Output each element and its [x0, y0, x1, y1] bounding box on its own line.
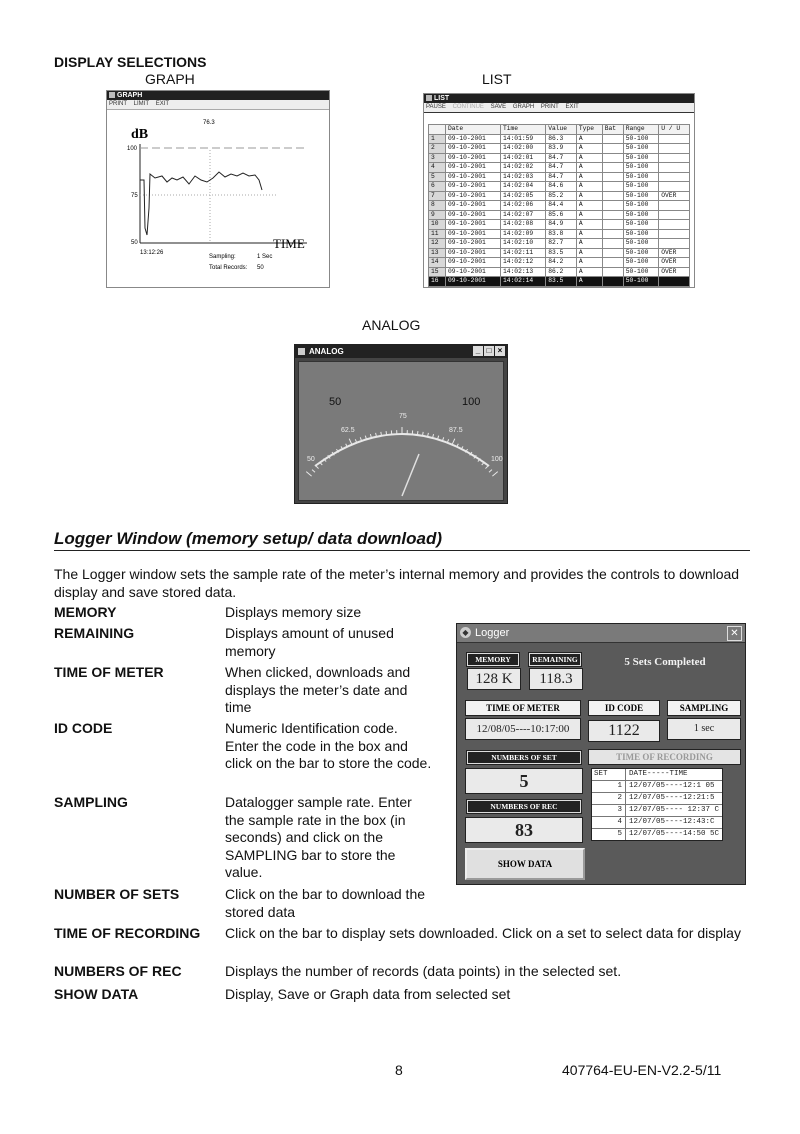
sets-col-datetime: DATE-----TIME — [629, 770, 688, 778]
list-row[interactable] — [429, 267, 690, 277]
time-of-meter-button[interactable]: TIME OF METER — [465, 700, 581, 716]
set-datetime: 12/07/05----12:1 05 — [629, 782, 715, 790]
menu-print[interactable]: PRINT — [540, 104, 559, 110]
time-of-meter-value: 12/08/05----10:17:00 — [465, 718, 581, 740]
list-cell — [602, 248, 623, 258]
list-titlebar — [424, 94, 694, 103]
list-cell — [659, 153, 690, 163]
list-row[interactable] — [429, 220, 690, 230]
list-cell: 50-100 — [623, 172, 659, 182]
list-cell: A — [576, 144, 602, 154]
graph-titlebar — [107, 91, 329, 100]
list-cell: 09-10-2001 — [446, 201, 501, 211]
list-cell: 50-100 — [623, 248, 659, 258]
range-low: 50 — [329, 396, 342, 408]
list-cell: 14:02:04 — [500, 182, 545, 192]
set-datetime: 12/07/05---- 12:37 C — [629, 806, 720, 814]
window-icon — [109, 92, 115, 98]
term-id-code: ID CODE — [54, 720, 113, 736]
list-cell: 50-100 — [623, 153, 659, 163]
list-cell: 83.5 — [546, 277, 577, 287]
list-cell: 14:02:02 — [500, 163, 545, 173]
set-row-2[interactable] — [592, 793, 722, 805]
dial-tick — [489, 470, 492, 473]
list-row[interactable] — [429, 163, 690, 173]
list-cell: 86.2 — [546, 267, 577, 277]
list-cell: 09-10-2001 — [446, 163, 501, 173]
list-cell: 09-10-2001 — [446, 277, 501, 287]
time-axis-label: TIME — [273, 236, 305, 251]
list-cell: 14:02:03 — [500, 172, 545, 182]
records-label: Total Records: — [209, 265, 248, 271]
doc-code: 407764-EU-EN-V2.2-5/11 — [562, 1062, 722, 1078]
list-cell: 15 — [429, 267, 446, 277]
list-cell: 11 — [429, 229, 446, 239]
scale-62-5: 62.5 — [341, 427, 355, 434]
graph-plot — [107, 110, 327, 286]
list-cell: A — [576, 163, 602, 173]
list-caption: LIST — [482, 71, 512, 87]
numbers-of-rec-value: 83 — [465, 817, 583, 843]
list-cell: A — [576, 201, 602, 211]
list-cell — [602, 277, 623, 287]
list-cell: 3 — [429, 153, 446, 163]
dial-tick — [417, 431, 418, 435]
dial-tick — [306, 472, 311, 476]
term-show-data: SHOW DATA — [54, 986, 139, 1002]
scale-87-5: 87.5 — [449, 427, 463, 434]
id-code-button[interactable]: ID CODE — [588, 700, 660, 716]
list-cell — [659, 220, 690, 230]
list-cell: A — [576, 210, 602, 220]
list-cell: A — [576, 258, 602, 268]
list-cell — [659, 210, 690, 220]
list-cell — [659, 163, 690, 173]
list-row[interactable] — [429, 144, 690, 154]
list-cell: 14:02:14 — [500, 277, 545, 287]
dial-tick — [316, 466, 319, 469]
scale-75: 75 — [399, 413, 407, 420]
term-time-of-recording: TIME OF RECORDING — [54, 925, 201, 941]
sets-col-set: SET — [592, 769, 626, 780]
list-cell: 50-100 — [623, 191, 659, 201]
graph-menubar — [107, 100, 329, 110]
window-icon — [426, 95, 432, 101]
list-cell: 09-10-2001 — [446, 172, 501, 182]
list-cell: 09-10-2001 — [446, 134, 501, 144]
list-row[interactable] — [429, 248, 690, 258]
list-cell: A — [576, 267, 602, 277]
list-row[interactable] — [429, 201, 690, 211]
list-cell: 14:02:08 — [500, 220, 545, 230]
list-cell: A — [576, 248, 602, 258]
list-cell: 4 — [429, 163, 446, 173]
term-numbers-of-rec: NUMBERS OF REC — [54, 963, 182, 979]
list-cell: 50-100 — [623, 182, 659, 192]
desc-time-of-recording: Click on the bar to display sets downloaded. Click on a set to select data for display — [225, 925, 741, 941]
analog-dial — [298, 361, 504, 501]
list-cell: 50-100 — [623, 229, 659, 239]
list-col-header: Time — [500, 125, 545, 135]
display-selections-heading: DISPLAY SELECTIONS — [54, 54, 207, 70]
list-cell: 82.7 — [546, 239, 577, 249]
list-cell: 14 — [429, 258, 446, 268]
list-cell: 09-10-2001 — [446, 144, 501, 154]
list-cell: 50-100 — [623, 239, 659, 249]
list-cell: A — [576, 239, 602, 249]
list-cell — [602, 229, 623, 239]
list-cell — [659, 144, 690, 154]
list-cell: 09-10-2001 — [446, 153, 501, 163]
dial-tick — [422, 432, 423, 436]
set-number: 3 — [592, 805, 626, 816]
desc-number-of-sets: Click on the bar to download the stored data — [225, 886, 426, 920]
list-cell: A — [576, 277, 602, 287]
list-cell: 10 — [429, 220, 446, 230]
list-cell — [602, 153, 623, 163]
set-datetime: 12/07/05----12:43:C — [629, 818, 715, 826]
list-cell: 6 — [429, 182, 446, 192]
list-cell: 16 — [429, 277, 446, 287]
list-cell: 85.2 — [546, 191, 577, 201]
list-row[interactable] — [429, 153, 690, 163]
desc-id-code: Numeric Identification code. Enter the code in the box and click on the bar to store the code. — [225, 720, 432, 771]
list-cell — [602, 191, 623, 201]
scale-50: 50 — [307, 456, 315, 463]
close-icon[interactable]: × — [495, 346, 505, 356]
list-cell: 12 — [429, 239, 446, 249]
list-cell: 09-10-2001 — [446, 248, 501, 258]
set-number: 2 — [592, 793, 626, 804]
graph-db-label: dB — [131, 127, 149, 142]
list-cell — [659, 277, 690, 287]
list-cell — [659, 134, 690, 144]
graph-peak: 76.3 — [203, 120, 215, 126]
analog-caption: ANALOG — [362, 317, 421, 333]
show-data-button[interactable]: SHOW DATA — [465, 848, 585, 880]
list-cell: 2 — [429, 144, 446, 154]
desc-memory: Displays memory size — [225, 604, 362, 620]
remaining-button[interactable]: REMAINING — [529, 653, 581, 666]
list-cell — [602, 220, 623, 230]
list-cell — [602, 182, 623, 192]
section-title: Logger Window (memory setup/ data download) — [54, 529, 750, 551]
list-cell: A — [576, 229, 602, 239]
list-cell: 09-10-2001 — [446, 182, 501, 192]
menu-pause[interactable]: PAUSE — [426, 104, 446, 110]
list-cell: OVER — [659, 267, 690, 277]
list-cell — [602, 134, 623, 144]
list-cell: 84.6 — [546, 182, 577, 192]
term-remaining: REMAINING — [54, 625, 135, 641]
list-cell: 09-10-2001 — [446, 191, 501, 201]
set-number: 4 — [592, 817, 626, 828]
remaining-value: 118.3 — [529, 668, 583, 690]
term-sampling: SAMPLING — [54, 794, 128, 810]
records-value: 50 — [257, 265, 264, 271]
list-cell: A — [576, 220, 602, 230]
term-number-of-sets: NUMBER OF SETS — [54, 886, 180, 902]
list-cell: 13 — [429, 248, 446, 258]
y-tick-75: 75 — [131, 193, 138, 199]
set-row-4[interactable] — [592, 817, 722, 829]
list-row[interactable] — [429, 172, 690, 182]
sampling-button[interactable]: SAMPLING — [667, 700, 741, 716]
menu-save[interactable]: SAVE — [490, 104, 507, 110]
list-cell: 85.6 — [546, 210, 577, 220]
list-cell: 50-100 — [623, 220, 659, 230]
dial-arc — [315, 434, 489, 466]
list-cell: 50-100 — [623, 258, 659, 268]
list-cell: 7 — [429, 191, 446, 201]
close-icon[interactable]: ✕ — [727, 626, 742, 641]
maximize-icon[interactable]: □ — [484, 346, 494, 356]
list-cell: A — [576, 172, 602, 182]
list-cell: 14:02:13 — [500, 267, 545, 277]
list-cell: 14:02:01 — [500, 153, 545, 163]
dial-tick — [492, 472, 497, 476]
graph-window — [106, 90, 330, 288]
memory-button[interactable]: MEMORY — [467, 653, 519, 666]
list-cell: 50-100 — [623, 210, 659, 220]
dial-tick — [485, 466, 488, 469]
list-cell — [602, 172, 623, 182]
list-cell: 84.4 — [546, 201, 577, 211]
y-tick-100: 100 — [127, 146, 138, 152]
list-col-header: Range — [623, 125, 659, 135]
analog-window — [294, 344, 508, 504]
graph-title: GRAPH — [117, 92, 143, 99]
list-window — [423, 93, 695, 288]
list-cell: A — [576, 191, 602, 201]
dial-tick — [381, 432, 382, 436]
list-cell: 14:02:10 — [500, 239, 545, 249]
list-cell — [659, 229, 690, 239]
list-cell: 9 — [429, 210, 446, 220]
list-cell: 14:02:12 — [500, 258, 545, 268]
list-cell: 14:01:59 — [500, 134, 545, 144]
menu-continue[interactable]: CONTINUE — [452, 104, 484, 110]
sets-header — [592, 769, 722, 781]
list-cell — [659, 182, 690, 192]
set-datetime: 12/07/05----14:50 5C — [629, 830, 720, 838]
list-cell: 5 — [429, 172, 446, 182]
list-cell — [659, 201, 690, 211]
analog-title: ANALOG — [309, 347, 344, 356]
sets-table — [591, 768, 723, 841]
logger-title: Logger — [475, 627, 510, 639]
list-cell: 86.3 — [546, 134, 577, 144]
set-row-3[interactable] — [592, 805, 722, 817]
list-cell — [659, 172, 690, 182]
list-col-header — [429, 125, 446, 135]
desc-remaining: Displays amount of unused memory — [225, 625, 394, 659]
list-row[interactable] — [429, 134, 690, 144]
list-row[interactable] — [429, 191, 690, 201]
list-cell — [602, 210, 623, 220]
list-cell: 09-10-2001 — [446, 239, 501, 249]
memory-value: 128 K — [467, 668, 521, 690]
list-cell — [602, 201, 623, 211]
list-row[interactable] — [429, 229, 690, 239]
graph-caption: GRAPH — [145, 71, 195, 87]
list-cell: OVER — [659, 258, 690, 268]
list-cell: 09-10-2001 — [446, 267, 501, 277]
desc-numbers-of-rec: Displays the number of records (data points) in the selected set. — [225, 963, 622, 979]
analog-titlebar — [295, 345, 507, 358]
menu-graph[interactable]: GRAPH — [512, 104, 535, 110]
list-cell: 09-10-2001 — [446, 220, 501, 230]
scale-100: 100 — [491, 456, 503, 463]
list-cell: 14:02:07 — [500, 210, 545, 220]
list-cell: 84.7 — [546, 172, 577, 182]
list-cell: 84.7 — [546, 153, 577, 163]
list-cell: 50-100 — [623, 201, 659, 211]
menu-exit[interactable]: EXIT — [155, 101, 170, 107]
menu-exit[interactable]: EXIT — [565, 104, 579, 110]
list-cell: OVER — [659, 191, 690, 201]
desc-sampling: Datalogger sample rate. Enter the sample rate in the box (in seconds) and click on the SAMPLING bar to store the value. — [225, 794, 412, 880]
logger-titlebar — [457, 624, 745, 643]
list-cell: 84.9 — [546, 220, 577, 230]
list-row[interactable] — [429, 210, 690, 220]
list-row[interactable] — [429, 182, 690, 192]
list-cell: 83.9 — [546, 144, 577, 154]
list-cell: 14:02:00 — [500, 144, 545, 154]
graph-trace — [140, 172, 262, 235]
analog-dial-svg — [299, 362, 503, 500]
list-cell: 8 — [429, 201, 446, 211]
list-col-header: Type — [576, 125, 602, 135]
logger-window — [456, 623, 746, 885]
logger-app-icon: ◆ — [460, 627, 471, 638]
dial-needle — [402, 454, 419, 496]
list-cell: 83.5 — [546, 248, 577, 258]
list-cell — [602, 144, 623, 154]
list-title: LIST — [434, 95, 450, 102]
list-col-header: Value — [546, 125, 577, 135]
menu-print[interactable]: PRINT — [109, 101, 127, 107]
sampling-input[interactable]: 1 sec — [667, 718, 741, 740]
set-number: 1 — [592, 781, 626, 792]
numbers-of-set-value: 5 — [465, 768, 583, 794]
numbers-of-rec-button[interactable]: NUMBERS OF REC — [467, 800, 581, 813]
id-code-input[interactable]: 1122 — [588, 720, 660, 742]
list-cell: 50-100 — [623, 134, 659, 144]
term-time-of-meter: TIME OF METER — [54, 664, 164, 680]
numbers-of-set-button[interactable]: NUMBERS OF SET — [467, 751, 581, 764]
list-cell: 14:02:11 — [500, 248, 545, 258]
set-row-1[interactable] — [592, 781, 722, 793]
list-cell: OVER — [659, 248, 690, 258]
list-cell: 83.8 — [546, 229, 577, 239]
list-body — [429, 134, 690, 286]
term-memory: MEMORY — [54, 604, 117, 620]
status-text: 5 Sets Completed — [624, 656, 706, 668]
menu-limit[interactable]: LIMIT — [133, 101, 150, 107]
list-cell: 84.2 — [546, 258, 577, 268]
minimize-icon[interactable]: _ — [473, 346, 483, 356]
list-menubar — [424, 103, 694, 113]
list-cell: A — [576, 182, 602, 192]
sampling-label: Sampling: — [209, 254, 236, 260]
list-cell: 14:02:05 — [500, 191, 545, 201]
list-cell: 84.7 — [546, 163, 577, 173]
time-start: 13:12:26 — [140, 250, 164, 256]
list-cell: 14:02:09 — [500, 229, 545, 239]
window-icon — [298, 348, 305, 355]
list-cell: 09-10-2001 — [446, 258, 501, 268]
list-row[interactable] — [429, 239, 690, 249]
list-row[interactable] — [429, 258, 690, 268]
list-cell: 50-100 — [623, 267, 659, 277]
list-cell: 14:02:06 — [500, 201, 545, 211]
y-tick-50: 50 — [131, 240, 138, 246]
list-cell — [602, 267, 623, 277]
range-high: 100 — [462, 396, 481, 408]
list-col-header: U / U — [659, 125, 690, 135]
list-cell — [659, 239, 690, 249]
list-cell: 50-100 — [623, 163, 659, 173]
set-number: 5 — [592, 829, 626, 840]
list-col-header: Date — [446, 125, 501, 135]
desc-show-data: Display, Save or Graph data from selected set — [225, 986, 511, 1002]
set-datetime: 12/07/05----12:21:5 — [629, 794, 715, 802]
list-cell: A — [576, 153, 602, 163]
desc-time-of-meter: When clicked, downloads and displays the meter’s date and time — [225, 664, 411, 715]
dial-tick — [386, 431, 387, 435]
list-header-row — [429, 125, 690, 135]
list-cell: 09-10-2001 — [446, 210, 501, 220]
list-cell: 50-100 — [623, 277, 659, 287]
list-cell — [602, 258, 623, 268]
list-cell — [602, 163, 623, 173]
sampling-value: 1 Sec — [257, 254, 273, 260]
list-cell: 50-100 — [623, 144, 659, 154]
page-number: 8 — [395, 1062, 403, 1078]
set-row-5[interactable] — [592, 829, 722, 840]
section-intro: The Logger window sets the sample rate of the meter’s internal memory and provides the controls to download display and save stored data. — [54, 566, 740, 600]
list-row[interactable] — [429, 277, 690, 287]
list-cell: A — [576, 134, 602, 144]
time-of-recording-button[interactable]: TIME OF RECORDING — [588, 749, 741, 765]
list-col-header: Bat — [602, 125, 623, 135]
list-cell: 1 — [429, 134, 446, 144]
list-cell: 09-10-2001 — [446, 229, 501, 239]
list-cell — [602, 239, 623, 249]
dial-tick — [312, 470, 315, 473]
list-table — [428, 124, 690, 287]
